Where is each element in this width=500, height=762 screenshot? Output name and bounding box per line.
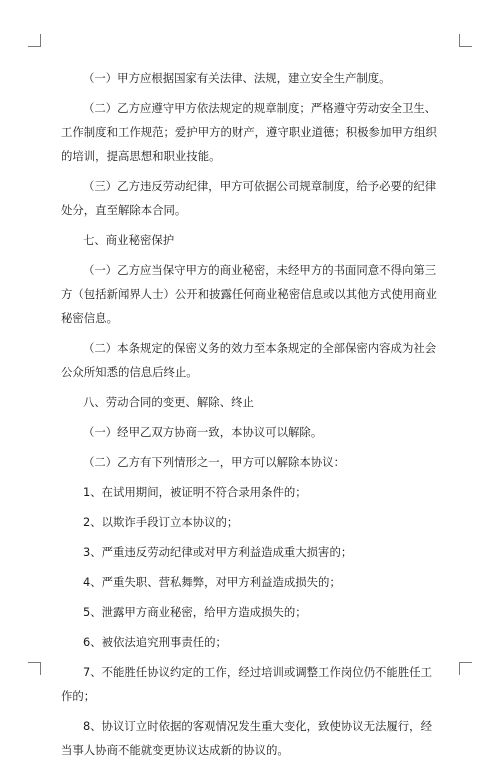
list-item-fraud: 2、以欺诈手段订立本协议的； [83, 515, 239, 529]
paragraph-mutual-termination: （一）经甲乙双方协商一致，本协议可以解除。 [83, 425, 323, 439]
crop-mark-top-left [28, 34, 41, 47]
list-item-criminal-liability: 6、被依法追究刑事责任的； [83, 635, 227, 649]
section-heading-contract-changes: 八、劳动合同的变更、解除、终止 [83, 395, 254, 409]
list-item-serious-violation: 3、严重违反劳动纪律或对甲方利益造成重大损害的； [83, 545, 353, 559]
crop-mark-bottom-right [459, 662, 472, 675]
list-item-probation: 1、在试用期间，被证明不符合录用条件的； [83, 485, 307, 499]
list-item-changed-circumstances: 8、协议订立时依据的客观情况发生重大变化，致使协议无法履行，经当事人协商不能就变更协议达成新的协议的。 [61, 719, 432, 757]
paragraph-confidentiality-term: （二）本条规定的保密义务的效力至本条规定的全部保密内容成为社会公众所知悉的信息后终止。 [61, 341, 437, 379]
list-item-secret-leak: 5、泄露甲方商业秘密，给甲方造成损失的； [83, 605, 307, 619]
paragraph-discipline: （三）乙方违反劳动纪律，甲方可依据公司规章制度，给予必要的纪律处分，直至解除本合同。 [61, 179, 437, 217]
paragraph-confidentiality: （一）乙方应当保守甲方的商业秘密，未经甲方的书面同意不得向第三方（包括新闻界人士）公开和披露任何商业秘密信息或以其他方式使用商业秘密信息。 [61, 263, 437, 325]
section-heading-trade-secrets: 七、商业秘密保护 [83, 233, 175, 247]
crop-mark-bottom-left [28, 662, 41, 675]
list-item-dereliction: 4、严重失职、营私舞弊，对甲方利益造成损失的； [83, 575, 341, 589]
paragraph-rules-compliance: （二）乙方应遵守甲方依法规定的规章制度；严格遵守劳动安全卫生、工作制度和工作规范；爱护甲方的财产，遵守职业道德；积极参加甲方组织的培训，提高思想和职业技能。 [61, 101, 437, 163]
document-body [61, 66, 439, 762]
paragraph-termination-conditions: （二）乙方有下列情形之一，甲方可以解除本协议： [83, 455, 345, 469]
list-item-incompetence: 7、不能胜任协议约定的工作，经过培训或调整工作岗位仍不能胜任工作的； [61, 665, 432, 703]
paragraph-safety-system: （一）甲方应根据国家有关法律、法规，建立安全生产制度。 [83, 71, 391, 85]
crop-mark-top-right [459, 34, 472, 47]
